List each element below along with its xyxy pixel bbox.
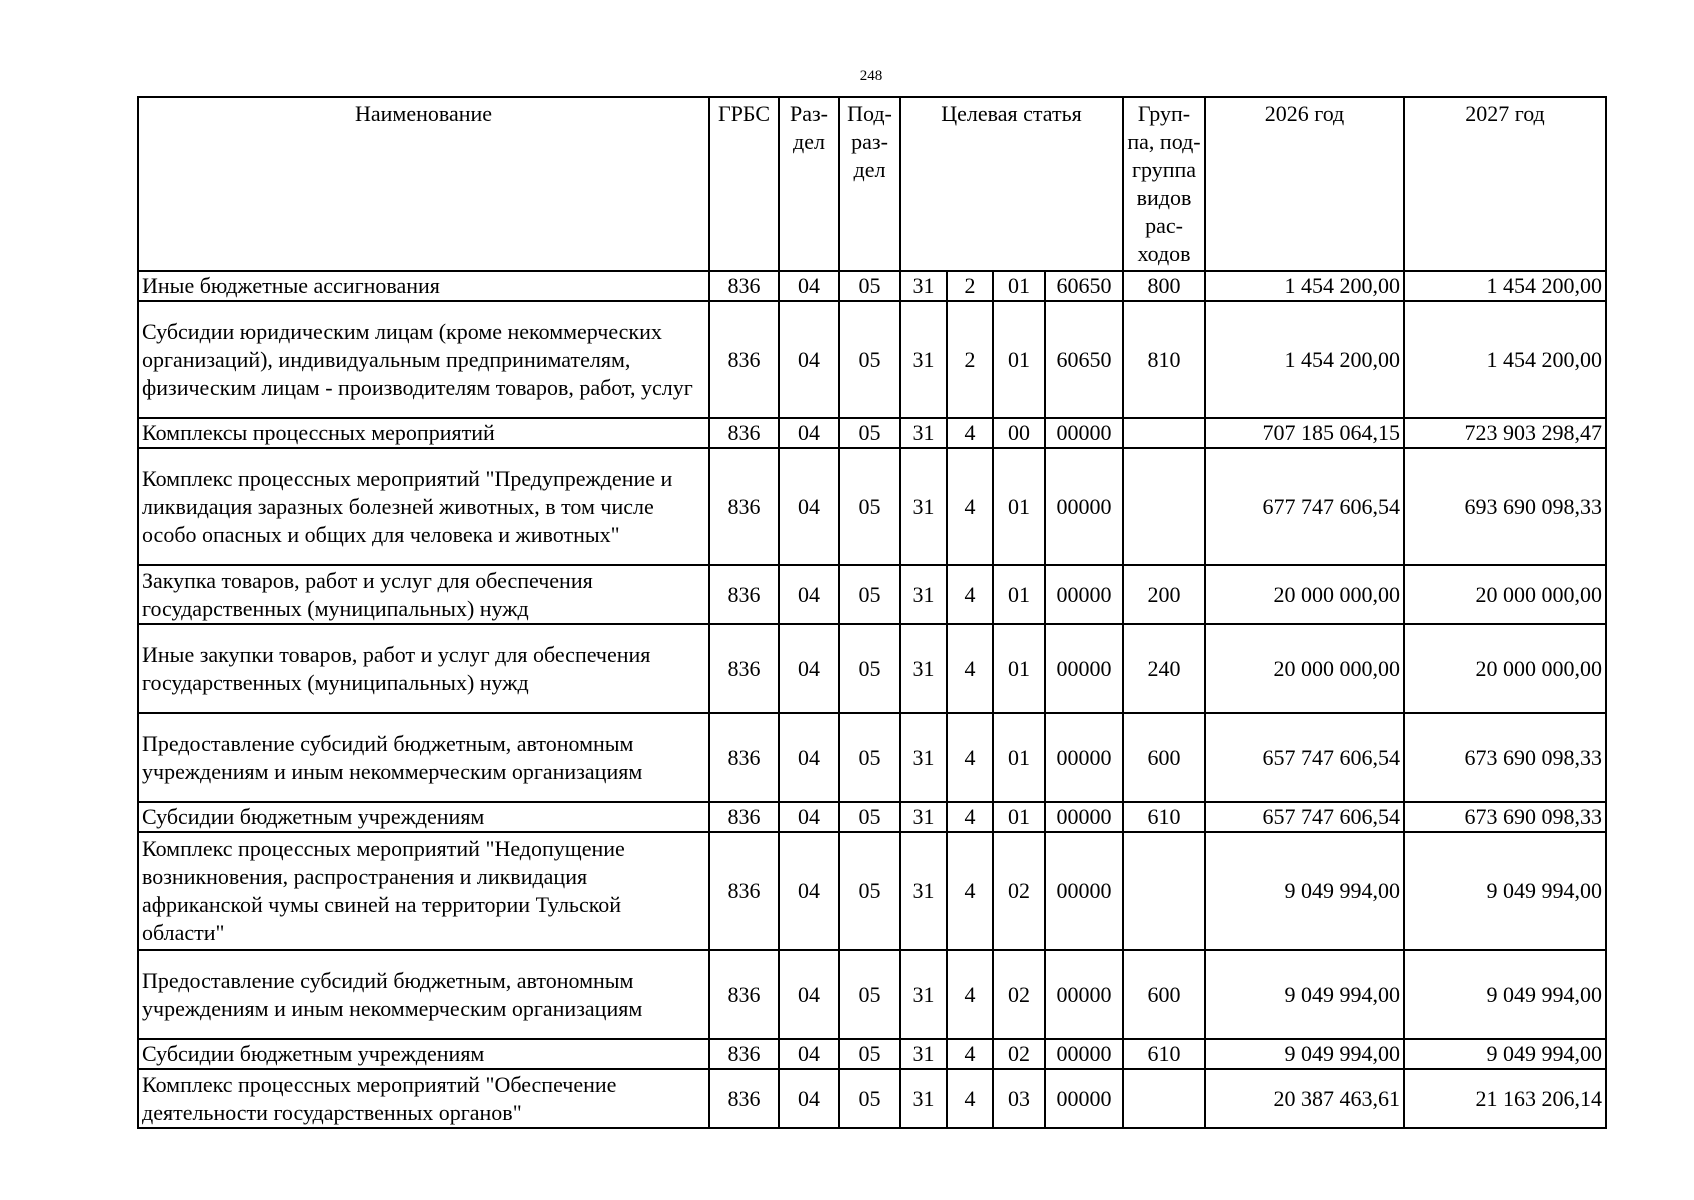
row-expense-group (1123, 832, 1205, 950)
row-target-direction: 00000 (1045, 448, 1123, 565)
row-target-type: 4 (947, 713, 993, 802)
row-target-direction: 00000 (1045, 802, 1123, 832)
row-amount-2026: 1 454 200,00 (1205, 301, 1404, 418)
row-expense-group (1123, 448, 1205, 565)
row-expense-group: 610 (1123, 802, 1205, 832)
row-razdel: 04 (779, 418, 839, 448)
row-name: Комплекс процессных мероприятий "Предупреждение и ликвидация заразных болезней животных, в том числе особо опасных и общих для человека и животных" (138, 448, 709, 565)
row-target-item: 02 (993, 1039, 1045, 1069)
row-target-item: 01 (993, 624, 1045, 713)
row-amount-2027: 9 049 994,00 (1404, 950, 1606, 1039)
row-target-type: 4 (947, 565, 993, 624)
header-2026: 2026 год (1205, 97, 1404, 271)
row-grbs: 836 (709, 950, 779, 1039)
row-target-direction: 60650 (1045, 271, 1123, 301)
row-target-program: 31 (900, 1069, 947, 1128)
row-amount-2026: 20 000 000,00 (1205, 565, 1404, 624)
row-target-type: 4 (947, 448, 993, 565)
row-amount-2026: 20 000 000,00 (1205, 624, 1404, 713)
table-row (138, 1039, 1606, 1069)
row-target-direction: 00000 (1045, 713, 1123, 802)
row-grbs: 836 (709, 832, 779, 950)
row-grbs: 836 (709, 271, 779, 301)
row-name: Субсидии бюджетным учреждениям (138, 802, 709, 832)
row-target-type: 2 (947, 271, 993, 301)
table-row (138, 301, 1606, 418)
row-razdel: 04 (779, 301, 839, 418)
row-podrazdel: 05 (839, 832, 900, 950)
table-row (138, 832, 1606, 950)
row-target-direction: 00000 (1045, 418, 1123, 448)
row-podrazdel: 05 (839, 1069, 900, 1128)
row-target-direction: 60650 (1045, 301, 1123, 418)
row-target-program: 31 (900, 713, 947, 802)
row-target-program: 31 (900, 565, 947, 624)
row-name: Комплексы процессных мероприятий (138, 418, 709, 448)
row-target-program: 31 (900, 950, 947, 1039)
row-target-item: 01 (993, 565, 1045, 624)
header-2027: 2027 год (1404, 97, 1606, 271)
row-name: Иные закупки товаров, работ и услуг для обеспечения государственных (муниципальных) нужд (138, 624, 709, 713)
row-target-program: 31 (900, 1039, 947, 1069)
row-expense-group: 600 (1123, 950, 1205, 1039)
row-razdel: 04 (779, 832, 839, 950)
row-razdel: 04 (779, 565, 839, 624)
row-podrazdel: 05 (839, 713, 900, 802)
row-target-type: 4 (947, 832, 993, 950)
row-amount-2026: 9 049 994,00 (1205, 950, 1404, 1039)
row-target-type: 4 (947, 950, 993, 1039)
row-name: Субсидии юридическим лицам (кроме некоммерческих организаций), индивидуальным предпринимателям, физическим лицам - производителям товаров, работ, услуг (138, 301, 709, 418)
row-target-program: 31 (900, 418, 947, 448)
row-target-type: 4 (947, 1039, 993, 1069)
row-amount-2027: 723 903 298,47 (1404, 418, 1606, 448)
row-grbs: 836 (709, 624, 779, 713)
row-podrazdel: 05 (839, 1039, 900, 1069)
row-amount-2027: 1 454 200,00 (1404, 271, 1606, 301)
row-target-item: 01 (993, 713, 1045, 802)
row-expense-group: 610 (1123, 1039, 1205, 1069)
row-razdel: 04 (779, 1039, 839, 1069)
row-razdel: 04 (779, 950, 839, 1039)
table-row (138, 448, 1606, 565)
row-amount-2026: 1 454 200,00 (1205, 271, 1404, 301)
row-target-direction: 00000 (1045, 1039, 1123, 1069)
row-grbs: 836 (709, 713, 779, 802)
row-amount-2027: 20 000 000,00 (1404, 624, 1606, 713)
row-razdel: 04 (779, 271, 839, 301)
row-expense-group: 200 (1123, 565, 1205, 624)
row-name: Комплекс процессных мероприятий "Недопущение возникновения, распространения и ликвидация африканской чумы свиней на территории Тульской области" (138, 832, 709, 950)
row-target-direction: 00000 (1045, 624, 1123, 713)
row-target-item: 03 (993, 1069, 1045, 1128)
row-target-program: 31 (900, 802, 947, 832)
row-target-type: 2 (947, 301, 993, 418)
row-grbs: 836 (709, 1039, 779, 1069)
row-target-program: 31 (900, 832, 947, 950)
row-razdel: 04 (779, 1069, 839, 1128)
row-target-direction: 00000 (1045, 565, 1123, 624)
row-target-type: 4 (947, 1069, 993, 1128)
header-grbs: ГРБС (709, 97, 779, 271)
row-amount-2026: 707 185 064,15 (1205, 418, 1404, 448)
row-name: Комплекс процессных мероприятий "Обеспечение деятельности государственных органов" (138, 1069, 709, 1128)
row-expense-group: 800 (1123, 271, 1205, 301)
row-expense-group (1123, 1069, 1205, 1128)
row-amount-2027: 20 000 000,00 (1404, 565, 1606, 624)
table-row (138, 802, 1606, 832)
table-row (138, 950, 1606, 1039)
row-amount-2027: 21 163 206,14 (1404, 1069, 1606, 1128)
row-name: Предоставление субсидий бюджетным, автономным учреждениям и иным некоммерческим организациям (138, 950, 709, 1039)
row-target-program: 31 (900, 271, 947, 301)
row-razdel: 04 (779, 624, 839, 713)
row-target-direction: 00000 (1045, 950, 1123, 1039)
row-amount-2027: 673 690 098,33 (1404, 802, 1606, 832)
header-row (138, 97, 1606, 271)
row-target-type: 4 (947, 624, 993, 713)
header-podrazdel: Под- раз- дел (839, 97, 900, 271)
page-number: 248 (859, 68, 883, 84)
row-target-item: 01 (993, 301, 1045, 418)
table-row (138, 271, 1606, 301)
row-target-program: 31 (900, 301, 947, 418)
row-target-item: 02 (993, 950, 1045, 1039)
header-target: Целевая статья (900, 97, 1123, 271)
row-name: Субсидии бюджетным учреждениям (138, 1039, 709, 1069)
row-name: Предоставление субсидий бюджетным, автономным учреждениям и иным некоммерческим организациям (138, 713, 709, 802)
row-expense-group: 810 (1123, 301, 1205, 418)
table-row (138, 624, 1606, 713)
row-razdel: 04 (779, 802, 839, 832)
row-target-item: 00 (993, 418, 1045, 448)
row-grbs: 836 (709, 802, 779, 832)
budget-table (137, 96, 1607, 1129)
header-group: Груп- па, под- группа видов рас- ходов (1123, 97, 1205, 271)
row-grbs: 836 (709, 448, 779, 565)
row-target-direction: 00000 (1045, 832, 1123, 950)
row-amount-2027: 9 049 994,00 (1404, 1039, 1606, 1069)
table-row (138, 565, 1606, 624)
row-amount-2027: 673 690 098,33 (1404, 713, 1606, 802)
row-amount-2026: 657 747 606,54 (1205, 802, 1404, 832)
row-podrazdel: 05 (839, 448, 900, 565)
row-podrazdel: 05 (839, 301, 900, 418)
row-podrazdel: 05 (839, 418, 900, 448)
row-grbs: 836 (709, 565, 779, 624)
row-grbs: 836 (709, 418, 779, 448)
row-expense-group: 240 (1123, 624, 1205, 713)
row-target-type: 4 (947, 418, 993, 448)
row-podrazdel: 05 (839, 802, 900, 832)
header-name: Наименование (138, 97, 709, 271)
row-target-item: 01 (993, 448, 1045, 565)
row-target-direction: 00000 (1045, 1069, 1123, 1128)
table-row (138, 418, 1606, 448)
row-podrazdel: 05 (839, 271, 900, 301)
row-target-type: 4 (947, 802, 993, 832)
row-amount-2026: 9 049 994,00 (1205, 832, 1404, 950)
row-podrazdel: 05 (839, 950, 900, 1039)
row-amount-2027: 9 049 994,00 (1404, 832, 1606, 950)
row-target-item: 02 (993, 832, 1045, 950)
table-row (138, 713, 1606, 802)
row-razdel: 04 (779, 713, 839, 802)
row-target-item: 01 (993, 802, 1045, 832)
row-expense-group: 600 (1123, 713, 1205, 802)
row-grbs: 836 (709, 1069, 779, 1128)
row-razdel: 04 (779, 448, 839, 565)
row-name: Закупка товаров, работ и услуг для обеспечения государственных (муниципальных) нужд (138, 565, 709, 624)
row-amount-2027: 693 690 098,33 (1404, 448, 1606, 565)
row-expense-group (1123, 418, 1205, 448)
row-grbs: 836 (709, 301, 779, 418)
row-target-program: 31 (900, 448, 947, 565)
row-podrazdel: 05 (839, 565, 900, 624)
row-amount-2026: 9 049 994,00 (1205, 1039, 1404, 1069)
row-amount-2026: 657 747 606,54 (1205, 713, 1404, 802)
row-name: Иные бюджетные ассигнования (138, 271, 709, 301)
header-razdel: Раз- дел (779, 97, 839, 271)
row-amount-2026: 20 387 463,61 (1205, 1069, 1404, 1128)
row-podrazdel: 05 (839, 624, 900, 713)
table-row (138, 1069, 1606, 1128)
row-target-item: 01 (993, 271, 1045, 301)
row-amount-2027: 1 454 200,00 (1404, 301, 1606, 418)
row-target-program: 31 (900, 624, 947, 713)
row-amount-2026: 677 747 606,54 (1205, 448, 1404, 565)
